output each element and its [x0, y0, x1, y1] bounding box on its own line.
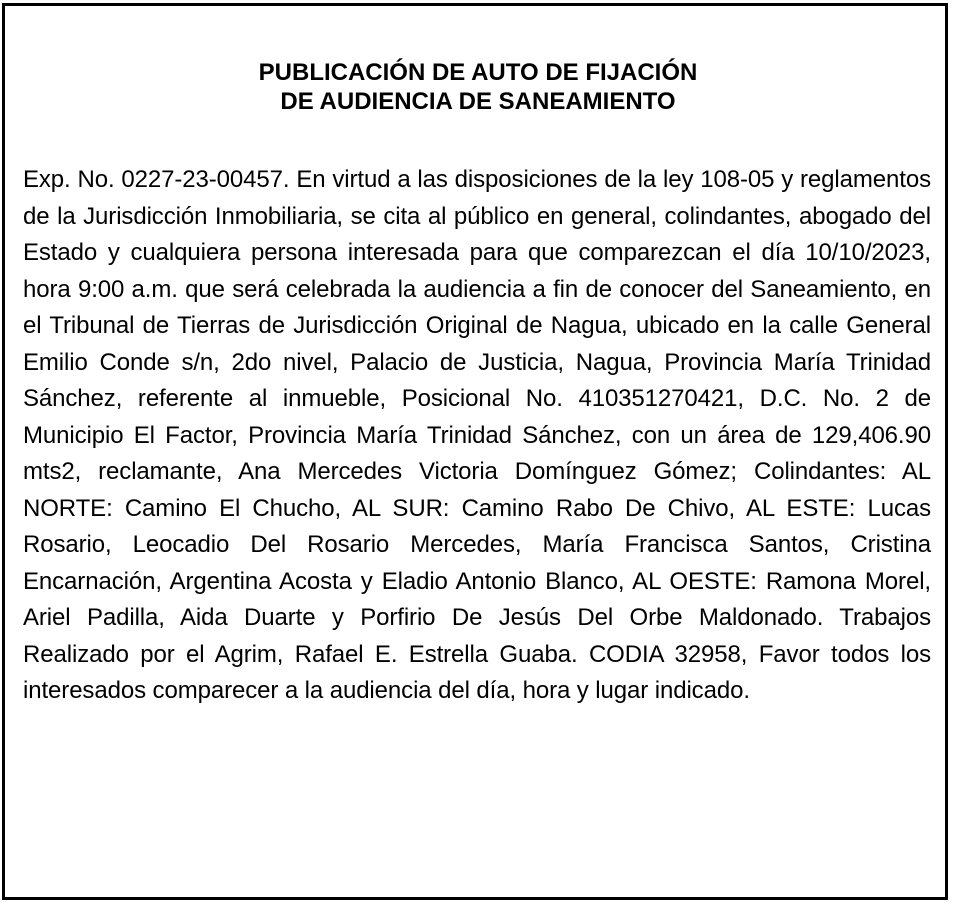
notice-title-line-1: PUBLICACIÓN DE AUTO DE FIJACIÓN — [258, 59, 698, 86]
notice-title-line-2: DE AUDIENCIA DE SANEAMIENTO — [280, 88, 676, 115]
legal-notice-box — [2, 3, 948, 900]
notice-body-text: Exp. No. 0227-23-00457. En virtud a las disposiciones de la ley 108-05 y reglamentos de la Jurisdicción Inmobiliaria, se cita al público en general, colindantes, abogado del Estado y cualquiera persona interesada para que comparezcan el día 10/10/2023, hora 9:00 a.m. que será celebrada la audiencia a fin de conocer del Saneamiento, en el Tribunal de Tierras de Jurisdicción Original de Nagua, ubicado en la calle General Emilio Conde s/n, 2do nivel, Palacio de Justicia, Nagua, Provincia María Trinidad Sánchez, referente al inmueble, Posicional No. 410351270421, D.C. No. 2 de Municipio El Factor, Provincia María Trinidad Sánchez, con un área de 129,406.90 mts2, reclamante, Ana Mercedes Victoria Domínguez Gómez; Colindantes: AL NORTE: Camino El Chucho, AL SUR: Camino Rabo De Chivo, AL ESTE: Lucas Rosario, Leocadio Del Rosario Mercedes, María Francisca Santos, Cristina Encarnación, Argentina Acosta y Eladio Antonio Blanco, AL OESTE: Ramona Morel, Ariel Padilla, Aida Duarte y Porfirio De Jesús Del Orbe Maldonado. Trabajos Realizado por el Agrim, Rafael E. Estrella Guaba. CODIA 32958, Favor todos los interesados comparecer a la audiencia del día, hora y lugar indicado. — [23, 166, 931, 704]
notice-title — [5, 58, 951, 116]
